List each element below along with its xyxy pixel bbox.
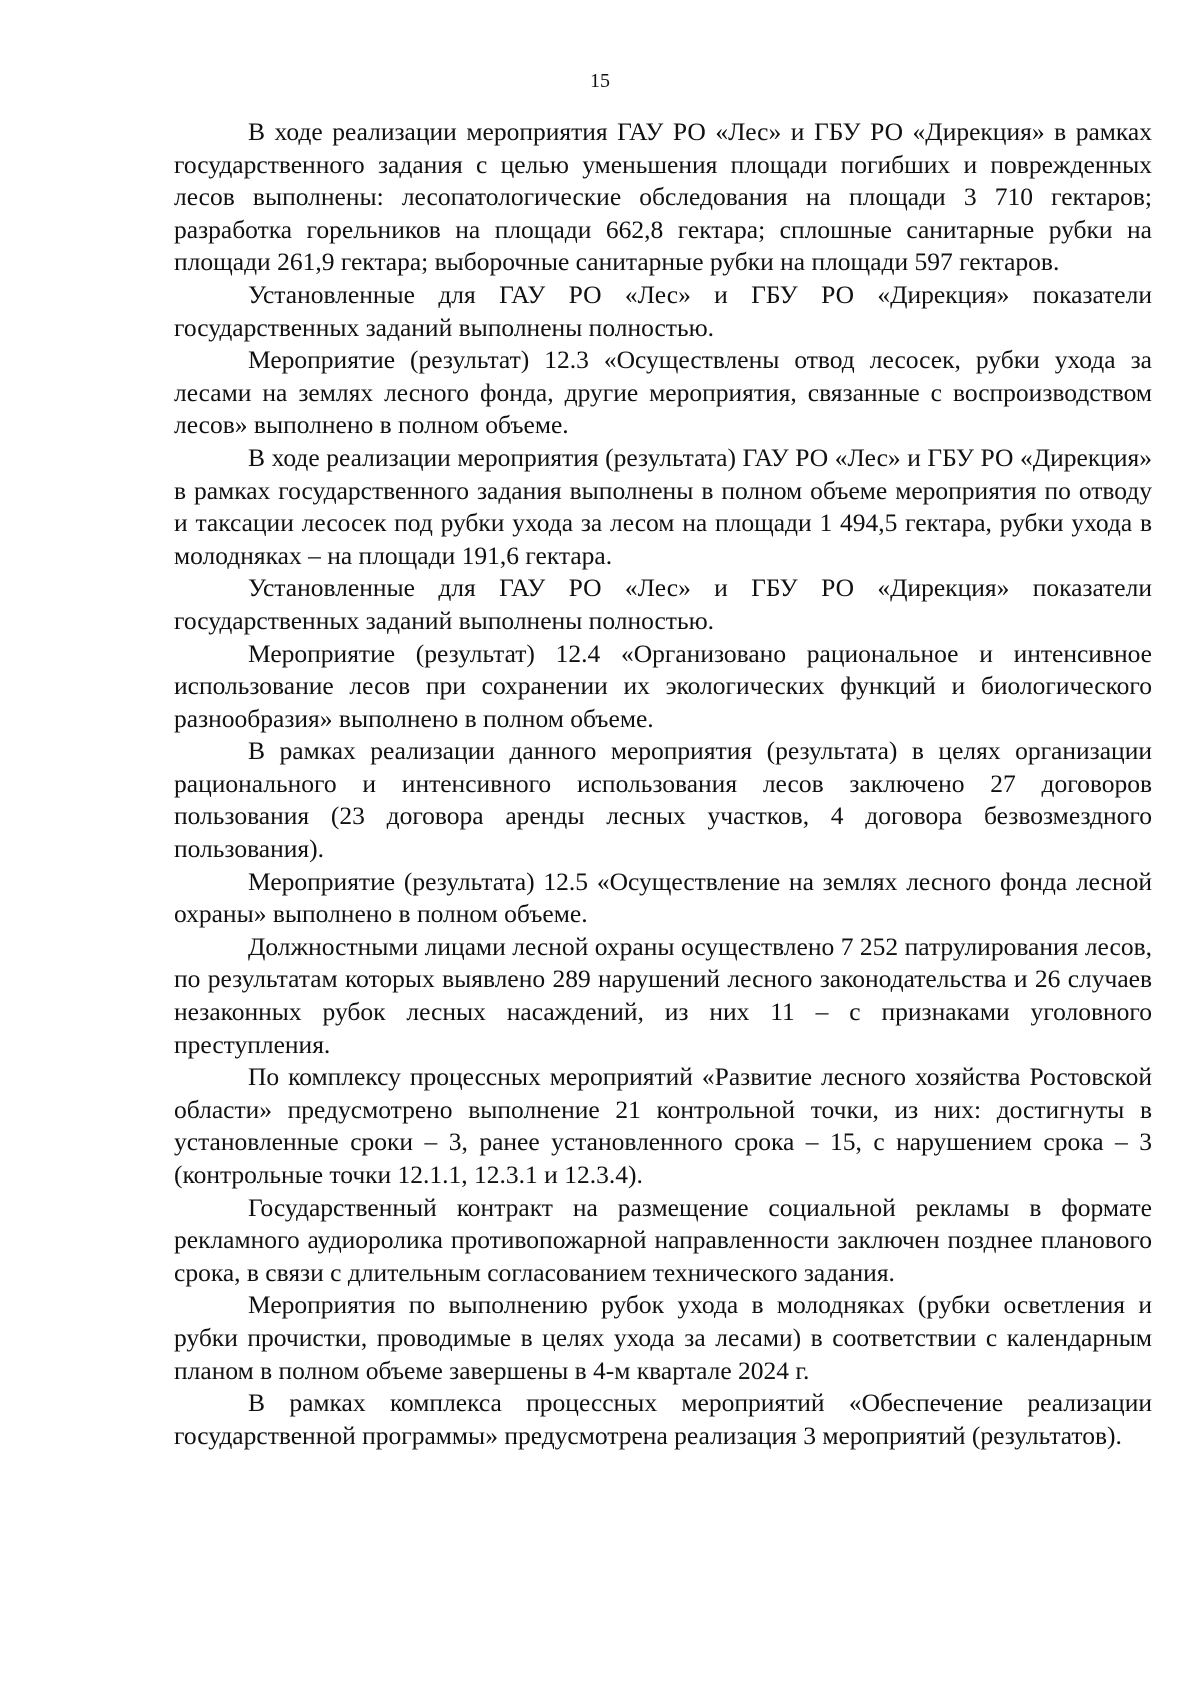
paragraph: Мероприятие (результат) 12.3 «Осуществлены отвод лесосек, рубки ухода за лесами на землях лесного фонда, другие мероприятия, связанные с воспроизводством лесов» выполнено в полном объеме. — [174, 345, 1152, 440]
paragraph: В рамках комплекса процессных мероприятий «Обеспечение реализации государственной программы» предусмотрена реализация 3 мероприятий (результатов). — [174, 1388, 1152, 1450]
paragraph: Мероприятие (результат) 12.4 «Организовано рациональное и интенсивное использование лесов при сохранении их экологических функций и биологического разнообразия» выполнено в полном объеме. — [174, 638, 1152, 733]
paragraph: Установленные для ГАУ РО «Лес» и ГБУ РО «Дирекция» показатели государственных заданий выполнены полностью. — [174, 279, 1152, 342]
document-body — [174, 116, 1152, 1452]
paragraph: В ходе реализации мероприятия ГАУ РО «Лес» и ГБУ РО «Дирекция» в рамках государственного задания с целью уменьшения площади погибших и поврежденных лесов выполнены: лесопатологические обследования на площади 3 710 гектаров; разработка горельников на площади 662,8 гектара; сплошные санитарные рубки на площади 261,9 гектара; выборочные санитарные рубки на площади 597 гектаров. — [174, 117, 1152, 277]
page-number: 15 — [590, 70, 610, 92]
paragraph: Установленные для ГАУ РО «Лес» и ГБУ РО «Дирекция» показатели государственных заданий выполнены полностью. — [174, 573, 1152, 635]
paragraph: Должностными лицами лесной охраны осуществлено 7 252 патрулирования лесов, по результатам которых выявлено 289 нарушений лесного законодательства и 26 случаев незаконных рубок лесных насаждений, из них 11 – с признаками уголовного преступления. — [174, 931, 1152, 1059]
paragraph: Мероприятия по выполнению рубок ухода в молодняках (рубки осветления и рубки прочистки, проводимые в целях ухода за лесами) в соответствии с календарным планом в полном объеме завершены в 4-м квартале 2024 г. — [174, 1290, 1152, 1385]
paragraph: По комплексу процессных мероприятий «Развитие лесного хозяйства Ростовской области» предусмотрено выполнение 21 контрольной точки, из них: достигнуты в установленные сроки – 3, ранее установленного срока – 15, с нарушением срока – 3 (контрольные точки 12.1.1, 12.3.1 и 12.3.4). — [174, 1062, 1152, 1189]
paragraph: В рамках реализации данного мероприятия (результата) в целях организации рационального и интенсивного использования лесов заключено 27 договоров пользования (23 договора аренды лесных участков, 4 договора безвозмездного пользования). — [174, 736, 1152, 864]
paragraph: Государственный контракт на размещение социальной рекламы в формате рекламного аудиоролика противопожарной направленности заключен позднее планового срока, в связи с длительным согласованием технического задания. — [174, 1192, 1152, 1287]
paragraph: В ходе реализации мероприятия (результата) ГАУ РО «Лес» и ГБУ РО «Дирекция» в рамках государственного задания выполнены в полном объеме мероприятия по отводу и таксации лесосек под рубки ухода за лесом на площади 1 494,5 гектара, рубки ухода в молодняках – на площади 191,6 гектара. — [174, 442, 1152, 570]
paragraph: Мероприятие (результата) 12.5 «Осуществление на землях лесного фонда лесной охраны» выполнено в полном объеме. — [174, 866, 1152, 929]
